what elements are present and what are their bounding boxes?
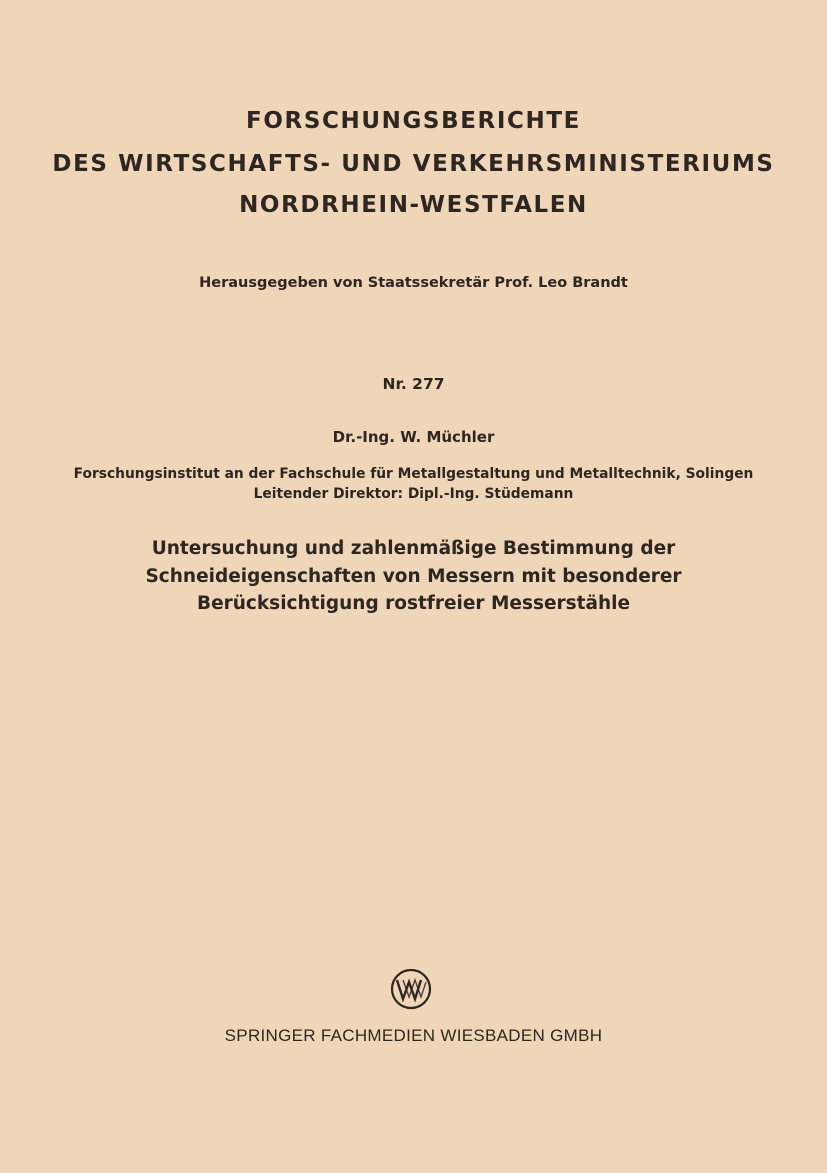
director-line: Leitender Direktor: Dipl.-Ing. Stüdemann xyxy=(253,486,574,502)
book-title-line-2: Schneideigenschaften von Messern mit besonderer xyxy=(145,566,682,587)
series-title-line-1: FORSCHUNGSBERICHTE xyxy=(246,108,581,134)
institute-line: Forschungsinstitut an der Fachschule für Metallgestaltung und Metalltechnik, Solingen xyxy=(73,466,754,482)
series-title-line-2: DES WIRTSCHAFTS- UND VERKEHRSMINISTERIUMS xyxy=(52,151,775,177)
publisher-w-logo-icon xyxy=(390,968,432,1010)
publisher-name: SPRINGER FACHMEDIEN WIESBADEN GMBH xyxy=(224,1026,603,1045)
author-name: Dr.-Ing. W. Müchler xyxy=(332,428,495,446)
editor-line: Herausgegeben von Staatssekretär Prof. Leo Brandt xyxy=(199,275,628,291)
book-title-line-3: Berücksichtigung rostfreier Messerstähle xyxy=(196,593,631,614)
book-title-line-1: Untersuchung und zahlenmäßige Bestimmung der xyxy=(151,538,676,559)
series-title-line-3: NORDRHEIN-WESTFALEN xyxy=(239,192,588,218)
volume-number: Nr. 277 xyxy=(382,375,445,393)
